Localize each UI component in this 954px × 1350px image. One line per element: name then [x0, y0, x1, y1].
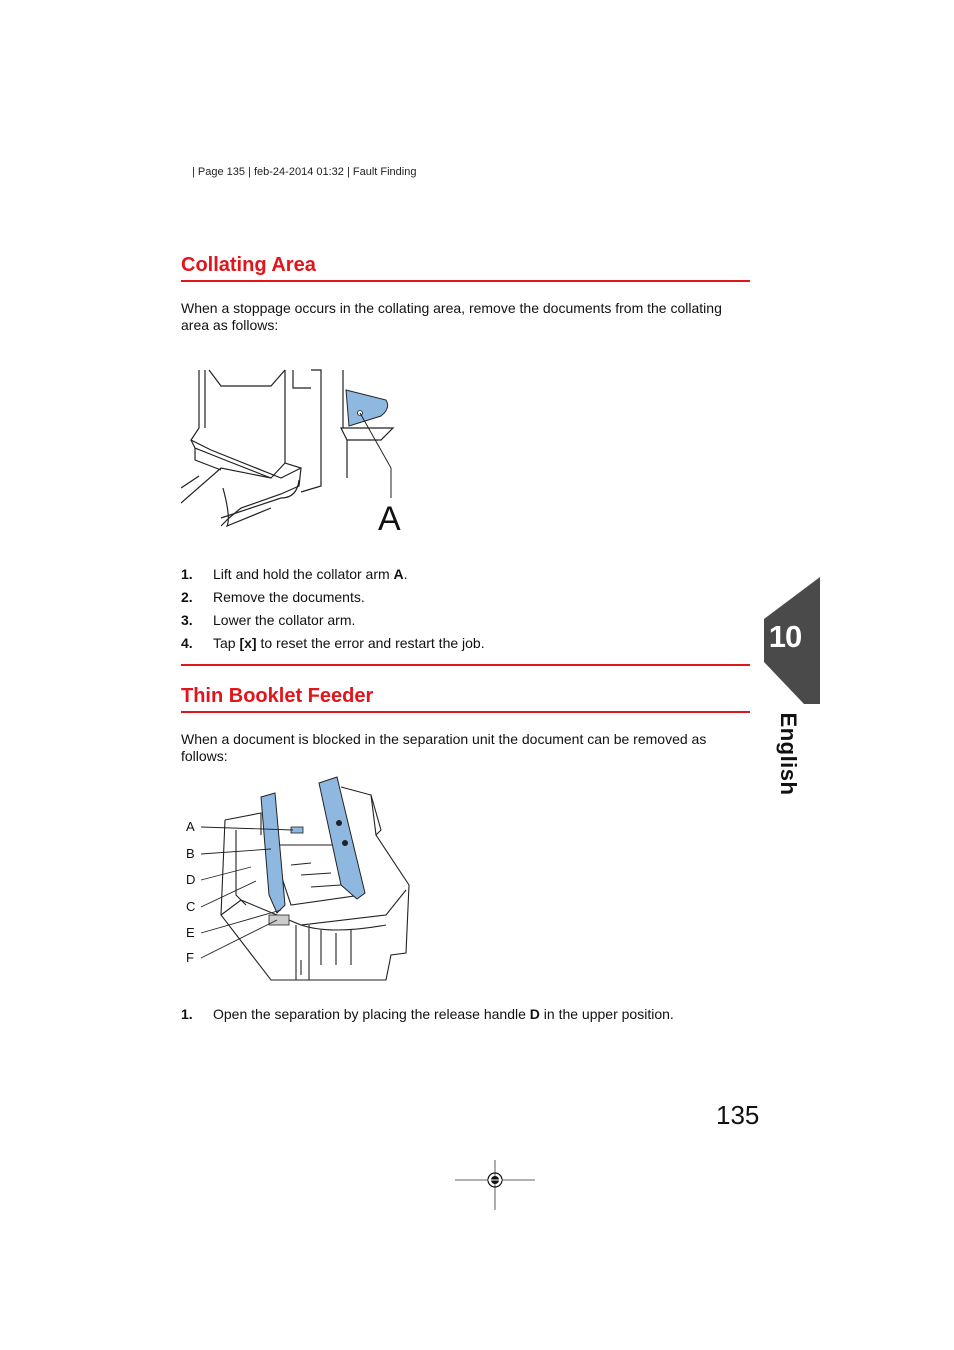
- callout-label: D: [186, 872, 196, 887]
- step-text: Remove the documents.: [213, 589, 365, 605]
- language-label: English: [776, 712, 801, 796]
- step-text: Lift and hold the collator arm A.: [213, 566, 408, 582]
- chapter-number: 10: [768, 619, 802, 654]
- collator-illustration: [181, 368, 411, 544]
- section-title-collating-area: Collating Area: [181, 254, 316, 276]
- step-number: 1.: [181, 1006, 193, 1022]
- step-number: 1.: [181, 566, 193, 582]
- callout-label: B: [186, 846, 195, 861]
- section-rule: [181, 711, 750, 713]
- feeder-illustration: [181, 775, 411, 985]
- section-rule: [181, 280, 750, 282]
- callout-label-a: A: [378, 500, 401, 538]
- step-item: [181, 1006, 751, 1026]
- step-number: 2.: [181, 589, 193, 605]
- section-rule: [181, 664, 750, 666]
- step-number: 4.: [181, 635, 193, 651]
- registration-mark-icon: [455, 1160, 535, 1210]
- thin-booklet-feeder-figure: [181, 775, 411, 985]
- step-number: 3.: [181, 612, 193, 628]
- step-text: Tap [x] to reset the error and restart the job.: [213, 635, 485, 651]
- running-header: | Page 135 | feb-24-2014 01:32 | Fault Finding: [192, 166, 417, 178]
- callout-label: F: [186, 950, 194, 965]
- section-intro: When a document is blocked in the separation unit the document can be removed as follows:: [181, 731, 707, 764]
- step-item: [181, 635, 751, 655]
- page-number: 135: [716, 1100, 760, 1130]
- section-intro: When a stoppage occurs in the collating area, remove the documents from the collating area as follows:: [181, 300, 722, 333]
- step-item: [181, 566, 751, 586]
- step-text: Lower the collator arm.: [213, 612, 356, 628]
- callout-label: A: [186, 819, 195, 834]
- step-item: [181, 612, 751, 632]
- callout-label: C: [186, 899, 196, 914]
- step-text: Open the separation by placing the release handle D in the upper position.: [213, 1006, 674, 1022]
- callout-label: E: [186, 925, 195, 940]
- section-title-thin-booklet-feeder: Thin Booklet Feeder: [181, 685, 374, 707]
- step-item: [181, 589, 751, 609]
- collating-area-figure: [181, 368, 411, 544]
